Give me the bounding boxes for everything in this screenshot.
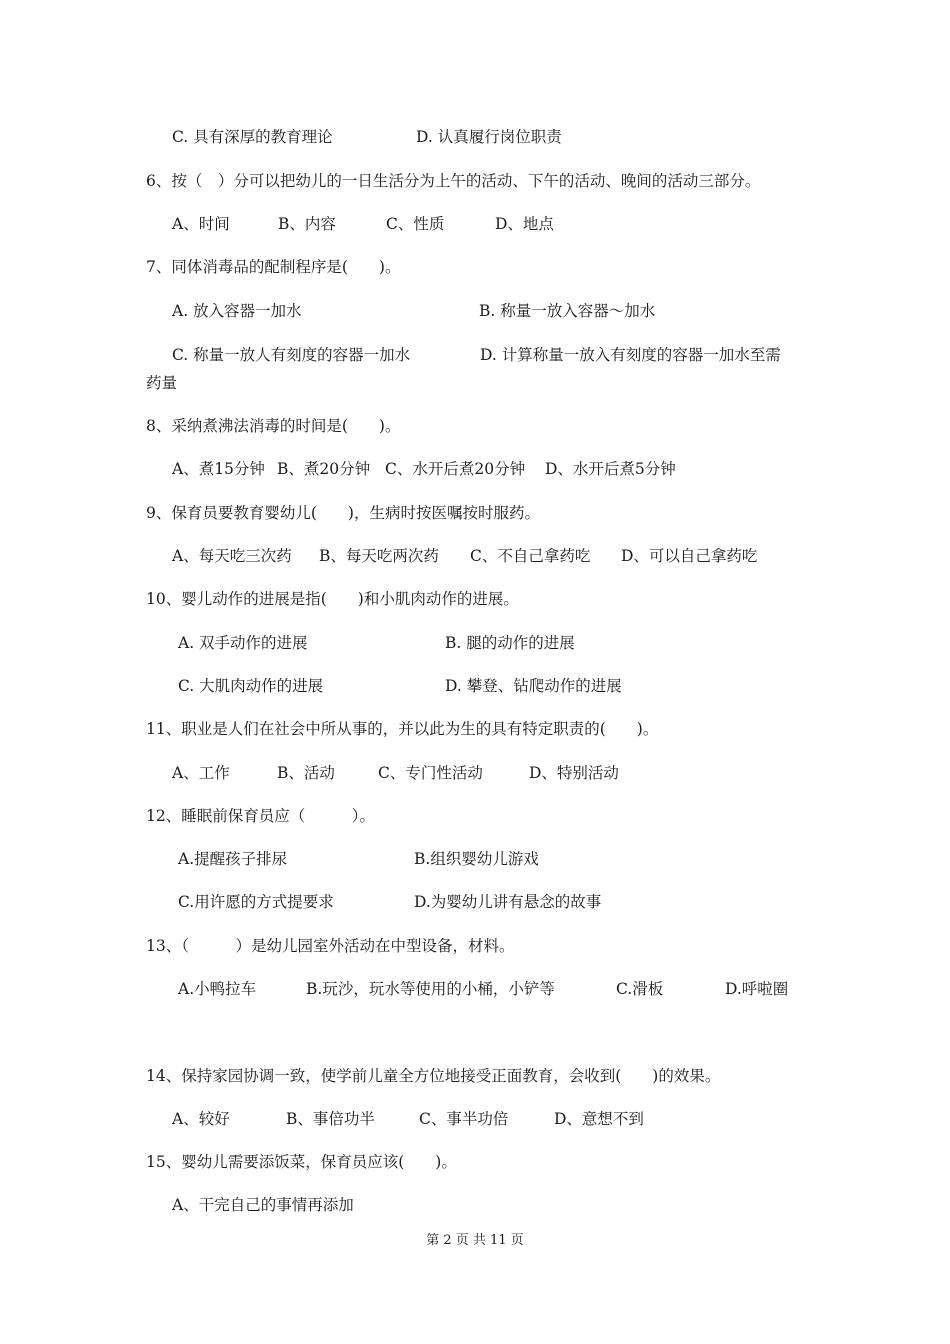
q8-option-b: B、煮20分钟: [277, 460, 371, 478]
q12-option-b: B.组织婴幼儿游戏: [414, 850, 539, 868]
q6-option-d: D、地点: [495, 215, 554, 233]
q6-option-b: B、内容: [278, 215, 336, 233]
q11-option-c: C、专门性活动: [378, 764, 483, 782]
q14-option-d: D、意想不到: [554, 1110, 644, 1128]
q7-option-b: B. 称量一放入容器～加水: [479, 302, 656, 320]
question-6: 6、按（ ）分可以把幼儿的一日生活分为上午的活动、下午的活动、晚间的活动三部分。: [146, 172, 761, 190]
q7-option-d: D. 计算称量一放入有刻度的容器一加水至需: [480, 346, 781, 364]
q6-option-c: C、性质: [386, 215, 445, 233]
q13-option-d: D.呼啦圈: [725, 980, 789, 998]
q9-option-c: C、不自己拿药吃: [470, 547, 591, 565]
question-13: 13、（ ）是幼儿园室外活动在中型设备，材料。: [146, 937, 515, 955]
question-9: 9、保育员要教育婴幼儿( )，生病时按医嘱按时服药。: [146, 504, 540, 522]
q7-option-d-continued: 药量: [146, 374, 178, 392]
q10-option-d: D. 攀登、钻爬动作的进展: [445, 677, 622, 695]
q6-option-a: A、时间: [172, 215, 230, 233]
question-15: 15、婴幼儿需要添饭菜，保育员应该( )。: [146, 1153, 457, 1171]
q7-option-c: C. 称量一放人有刻度的容器一加水: [172, 346, 411, 364]
q13-option-b: B.玩沙，玩水等使用的小桶，小铲等: [306, 980, 555, 998]
q14-option-a: A、较好: [172, 1110, 230, 1128]
q12-option-a: A.提醒孩子排尿: [178, 850, 288, 868]
q12-option-d: D.为婴幼儿讲有悬念的故事: [414, 893, 602, 911]
q5-option-d: D. 认真履行岗位职责: [416, 128, 562, 146]
q8-option-c: C、水开后煮20分钟: [385, 460, 526, 478]
q9-option-d: D、可以自己拿药吃: [621, 547, 758, 565]
q14-option-b: B、事倍功半: [286, 1110, 375, 1128]
question-8: 8、采纳煮沸法消毒的时间是( )。: [146, 417, 401, 435]
q9-option-b: B、每天吃两次药: [319, 547, 439, 565]
q12-option-c: C.用许愿的方式提要求: [178, 893, 334, 911]
q13-option-a: A.小鸭拉车: [178, 980, 257, 998]
question-12: 12、睡眠前保育员应（ ）。: [146, 807, 375, 825]
q14-option-c: C、事半功倍: [419, 1110, 509, 1128]
q8-option-d: D、水开后煮5分钟: [545, 460, 676, 478]
q9-option-a: A、每天吃三次药: [172, 547, 292, 565]
page-footer: 第 2 页 共 11 页: [426, 1233, 524, 1248]
q13-option-c: C.滑板: [616, 980, 664, 998]
q11-option-b: B、活动: [277, 764, 335, 782]
q5-option-c: C. 具有深厚的教育理论: [172, 128, 333, 146]
q10-option-b: B. 腿的动作的进展: [445, 634, 575, 652]
q8-option-a: A、煮15分钟: [172, 460, 265, 478]
question-11: 11、职业是人们在社会中所从事的，并以此为生的具有特定职责的( )。: [146, 720, 659, 738]
question-10: 10、婴儿动作的进展是指( )和小肌肉动作的进展。: [146, 590, 519, 608]
q10-option-a: A. 双手动作的进展: [178, 634, 308, 652]
question-7: 7、同体消毒品的配制程序是( )。: [146, 258, 401, 276]
q11-option-a: A、工作: [172, 764, 230, 782]
q10-option-c: C. 大肌肉动作的进展: [178, 677, 324, 695]
q15-option-a: A、干完自己的事情再添加: [172, 1196, 354, 1214]
question-14: 14、保持家园协调一致，使学前儿童全方位地接受正面教育，会收到( )的效果。: [146, 1067, 721, 1085]
q7-option-a: A. 放入容器一加水: [172, 302, 302, 320]
q11-option-d: D、特别活动: [529, 764, 619, 782]
